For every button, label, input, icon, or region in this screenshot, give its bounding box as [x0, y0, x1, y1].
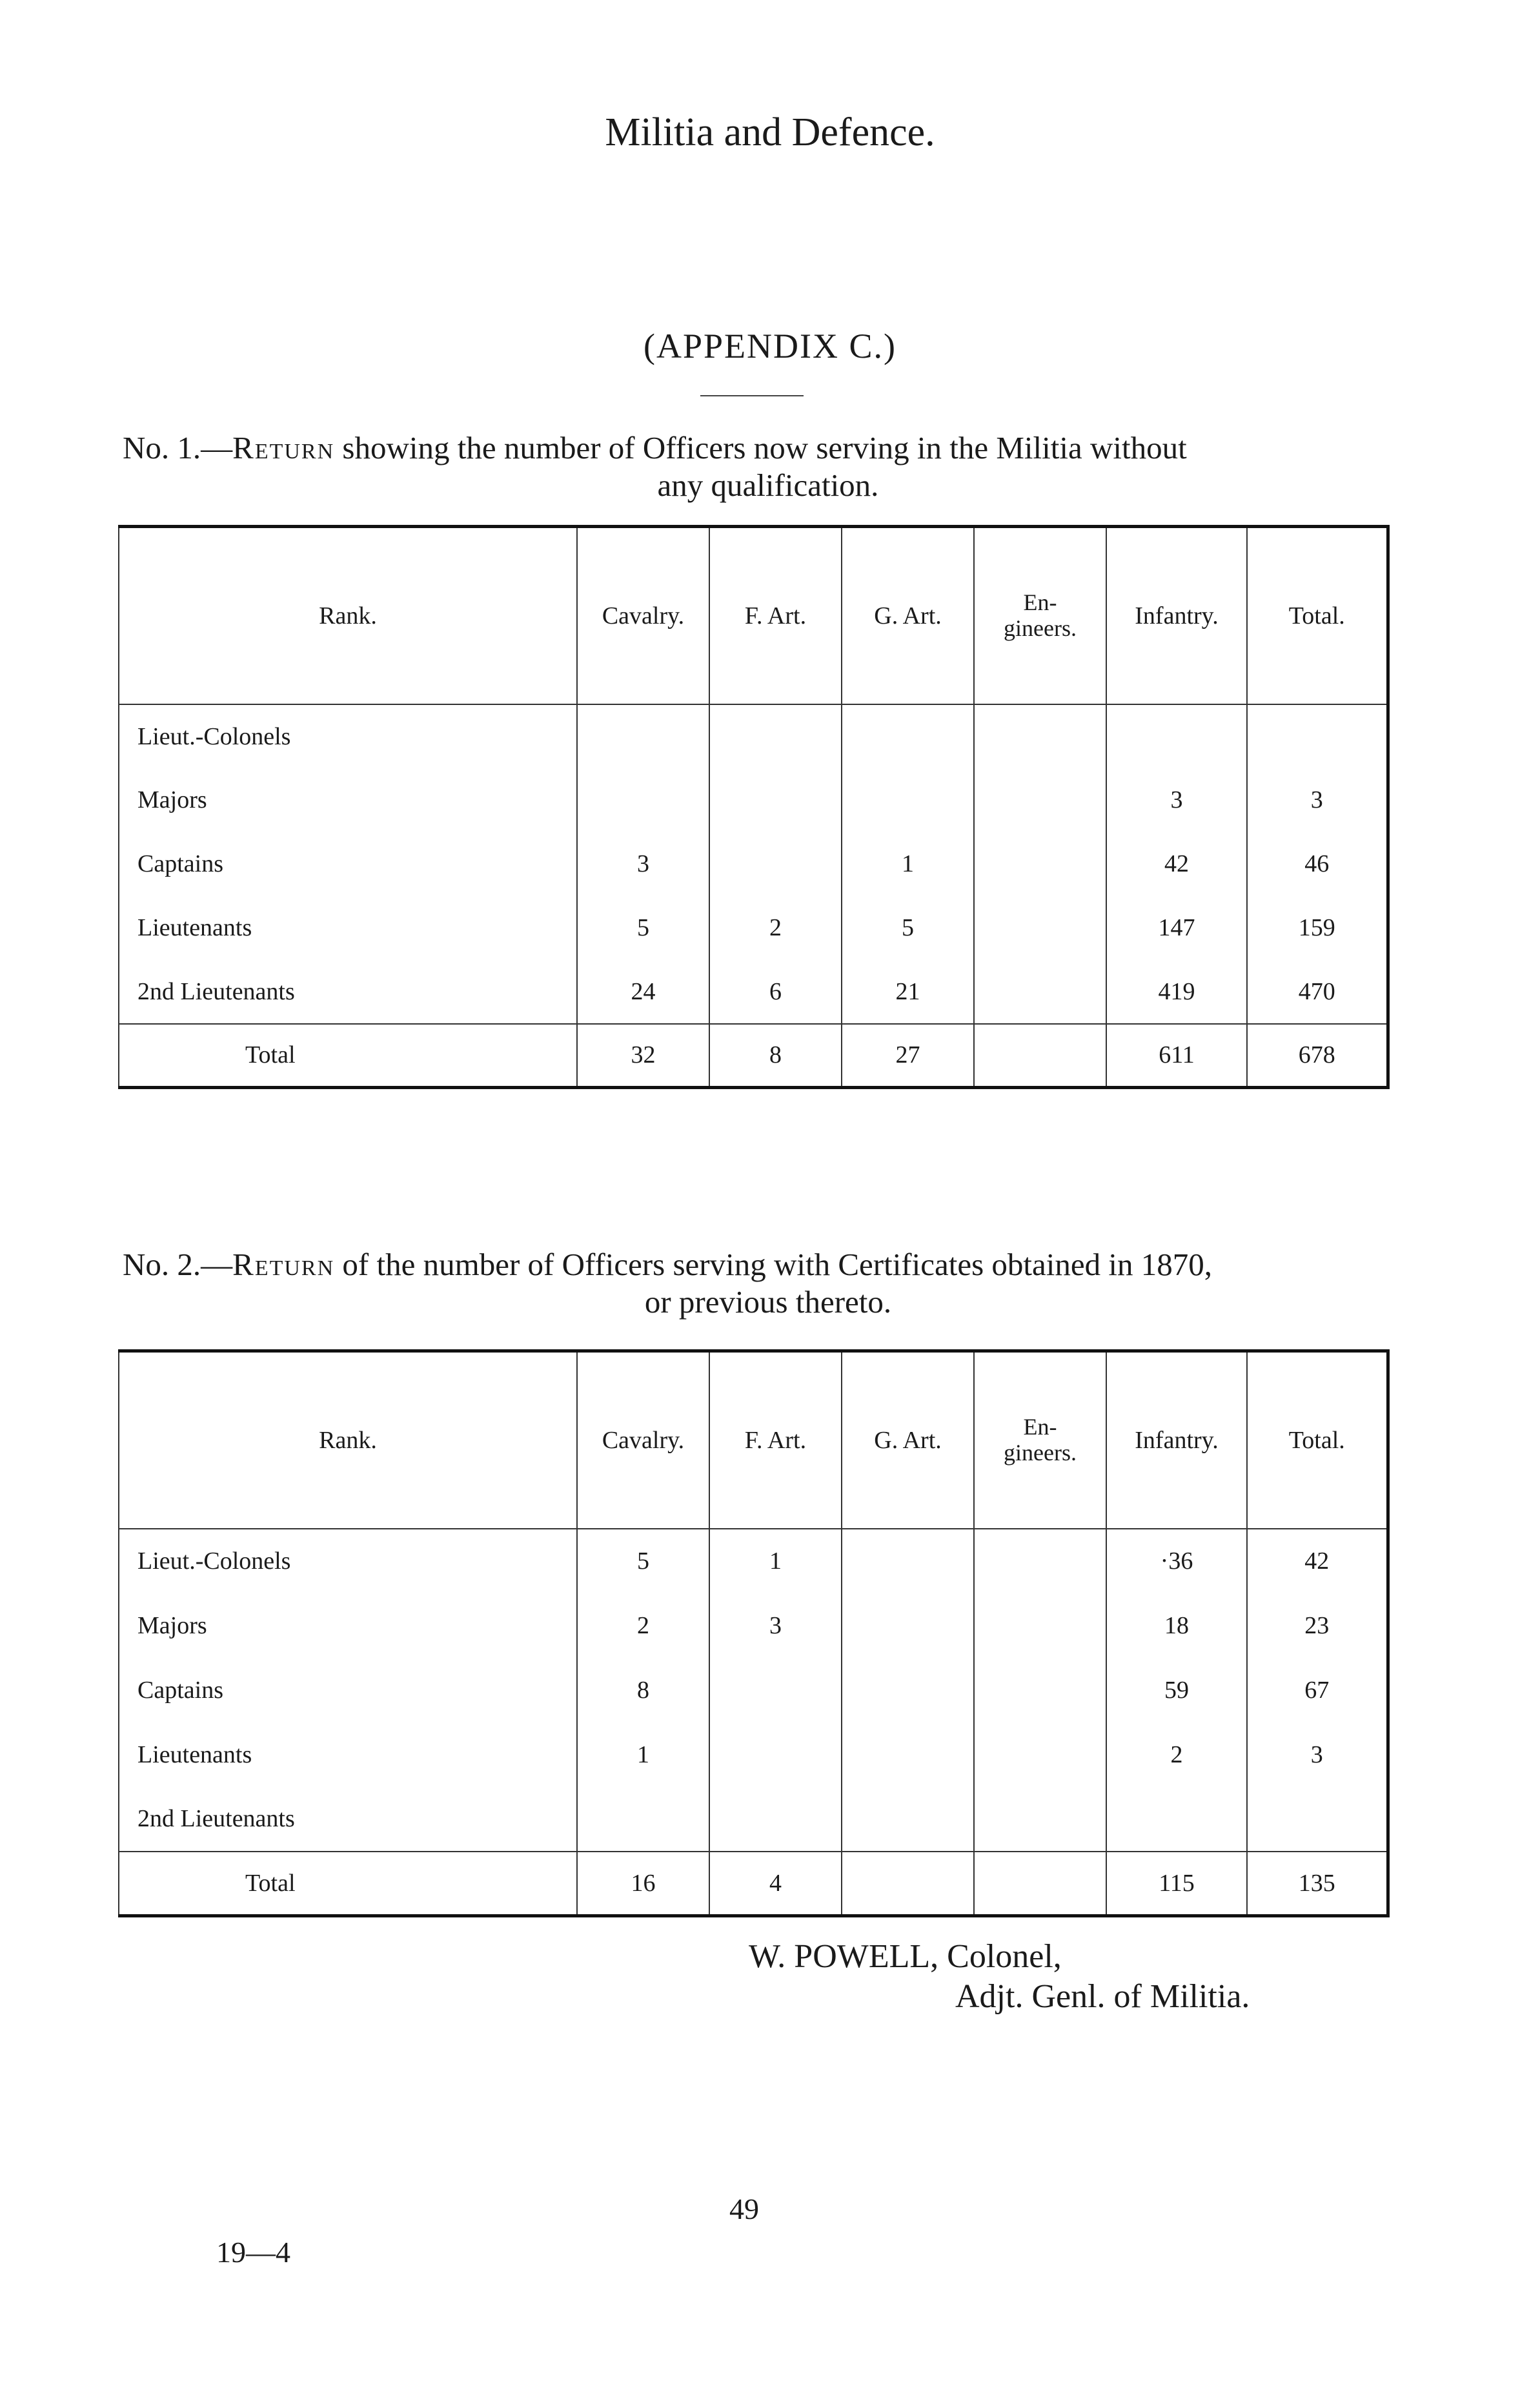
- table-row: [119, 768, 1388, 832]
- cavalry-cell: 16: [577, 1852, 709, 1916]
- engineers-cell: [974, 1024, 1106, 1088]
- rank-cell: Total: [119, 1024, 577, 1088]
- engineers-cell: [974, 768, 1106, 832]
- cavalry-cell: 5: [577, 896, 709, 960]
- rank-cell: Lieutenants: [119, 1722, 577, 1787]
- col-header-f-art: F. Art.: [709, 527, 842, 704]
- col-header-infantry: Infantry.: [1106, 1351, 1247, 1529]
- g-art-cell: [842, 1593, 974, 1658]
- rank-cell: 2nd Lieutenants: [119, 1787, 577, 1852]
- signature-name: W. POWELL, Colonel,: [749, 1938, 1062, 1975]
- f-art-cell: 8: [709, 1024, 842, 1088]
- engineers-cell: [974, 896, 1106, 960]
- appendix-title: (APPENDIX C.): [643, 327, 897, 365]
- return-1-title-line2: any qualification.: [657, 467, 879, 503]
- rank-cell: Captains: [119, 1658, 577, 1722]
- table-row: [119, 704, 1388, 768]
- rank-cell: Total: [119, 1852, 577, 1916]
- g-art-cell: [842, 1852, 974, 1916]
- return-1-title: [123, 429, 1413, 504]
- col-header-g-art: G. Art.: [842, 1351, 974, 1529]
- total-cell: 67: [1304, 1676, 1330, 1704]
- cavalry-cell: 3: [577, 832, 709, 896]
- cavalry-cell: [577, 704, 709, 768]
- f-art-cell: [709, 704, 842, 768]
- total-cell: 3: [1310, 1741, 1323, 1768]
- total-cell: 135: [1247, 1852, 1388, 1916]
- total-cell: 470: [1298, 977, 1335, 1005]
- total-cell: 46: [1304, 850, 1330, 877]
- cavalry-cell: 5: [577, 1529, 709, 1593]
- g-art-cell: [842, 1529, 974, 1593]
- table-row: [119, 1722, 1388, 1787]
- cavalry-cell: [577, 1787, 709, 1852]
- cavalry-cell: 2: [577, 1593, 709, 1658]
- rank-cell: Lieut.-Colonels: [119, 704, 577, 768]
- infantry-cell: 59: [1106, 1658, 1247, 1722]
- infantry-cell: 147: [1106, 896, 1247, 960]
- cavalry-cell: [577, 768, 709, 832]
- divider-rule: [700, 395, 804, 396]
- col-header-engineers: En- gineers.: [974, 1351, 1106, 1529]
- infantry-cell: [1106, 1787, 1247, 1852]
- infantry-cell: [1106, 704, 1247, 768]
- g-art-cell: [842, 768, 974, 832]
- g-art-cell: 21: [842, 960, 974, 1024]
- g-art-cell: [842, 1722, 974, 1787]
- table-row: [119, 1529, 1388, 1593]
- return-2-table: [118, 1349, 1390, 1917]
- total-cell: 678: [1247, 1024, 1388, 1088]
- g-art-cell: [842, 704, 974, 768]
- f-art-cell: 2: [709, 896, 842, 960]
- f-art-cell: [709, 1658, 842, 1722]
- signature-mark: 19—4: [216, 2236, 290, 2269]
- table-row: [119, 1787, 1388, 1852]
- col-header-engineers: En- gineers.: [974, 527, 1106, 704]
- return-2-title-line1: No. 2.—Return of the number of Officers serving with Certificates obtained in 1870,: [123, 1247, 1213, 1282]
- col-header-infantry: Infantry.: [1106, 527, 1247, 704]
- table-total-row: [119, 1024, 1388, 1088]
- engineers-cell: [974, 1529, 1106, 1593]
- engineers-cell: [974, 704, 1106, 768]
- f-art-cell: 4: [709, 1852, 842, 1916]
- page-number: 49: [729, 2192, 759, 2225]
- infantry-cell: 3: [1106, 768, 1247, 832]
- infantry-cell: 42: [1106, 832, 1247, 896]
- f-art-cell: [709, 832, 842, 896]
- total-cell: 3: [1310, 786, 1323, 813]
- return-2-title: [123, 1246, 1413, 1321]
- rank-cell: Lieut.-Colonels: [119, 1529, 577, 1593]
- rank-cell: Lieutenants: [119, 896, 577, 960]
- f-art-cell: 6: [709, 960, 842, 1024]
- cavalry-cell: 8: [577, 1658, 709, 1722]
- g-art-cell: 1: [842, 832, 974, 896]
- engineers-cell: [974, 960, 1106, 1024]
- table-row: [119, 832, 1388, 896]
- f-art-cell: [709, 1787, 842, 1852]
- table-header-row: [119, 1351, 1388, 1529]
- table-header-row: [119, 527, 1388, 704]
- col-header-total: Total.: [1247, 1351, 1388, 1529]
- engineers-cell: [974, 1593, 1106, 1658]
- infantry-cell: 419: [1106, 960, 1247, 1024]
- engineers-cell: [974, 1722, 1106, 1787]
- g-art-cell: 27: [842, 1024, 974, 1088]
- col-header-total: Total.: [1247, 527, 1388, 704]
- engineers-cell: [974, 832, 1106, 896]
- col-header-cavalry: Cavalry.: [577, 1351, 709, 1529]
- f-art-cell: [709, 768, 842, 832]
- rank-cell: Majors: [119, 768, 577, 832]
- table-total-row: [119, 1852, 1388, 1916]
- infantry-cell: 18: [1106, 1593, 1247, 1658]
- rank-cell: Captains: [119, 832, 577, 896]
- g-art-cell: [842, 1787, 974, 1852]
- rank-cell: Majors: [119, 1593, 577, 1658]
- return-1-table: [118, 525, 1390, 1089]
- infantry-cell: 2: [1106, 1722, 1247, 1787]
- page-header: Militia and Defence.: [605, 110, 935, 154]
- col-header-cavalry: Cavalry.: [577, 527, 709, 704]
- col-header-f-art: F. Art.: [709, 1351, 842, 1529]
- rank-cell: 2nd Lieutenants: [119, 960, 577, 1024]
- g-art-cell: [842, 1658, 974, 1722]
- infantry-cell: 611: [1106, 1024, 1247, 1088]
- total-cell: [1247, 1787, 1388, 1852]
- engineers-cell: [974, 1852, 1106, 1916]
- cavalry-cell: 24: [577, 960, 709, 1024]
- infantry-cell: ·36: [1106, 1529, 1247, 1593]
- table-row: [119, 1593, 1388, 1658]
- total-cell: 159: [1298, 914, 1335, 941]
- table-row: [119, 896, 1388, 960]
- engineers-cell: [974, 1658, 1106, 1722]
- table-row: [119, 960, 1388, 1024]
- f-art-cell: [709, 1722, 842, 1787]
- return-1-title-line1: No. 1.—Return showing the number of Officers now serving in the Militia without: [123, 430, 1187, 465]
- total-cell: 23: [1304, 1611, 1330, 1639]
- f-art-cell: 3: [709, 1593, 842, 1658]
- col-header-g-art: G. Art.: [842, 527, 974, 704]
- f-art-cell: 1: [709, 1529, 842, 1593]
- cavalry-cell: 1: [577, 1722, 709, 1787]
- col-header-rank: Rank.: [119, 527, 577, 704]
- infantry-cell: 115: [1106, 1852, 1247, 1916]
- cavalry-cell: 32: [577, 1024, 709, 1088]
- col-header-rank: Rank.: [119, 1351, 577, 1529]
- g-art-cell: 5: [842, 896, 974, 960]
- total-cell: [1247, 704, 1388, 768]
- return-2-title-line2: or previous thereto.: [644, 1284, 892, 1320]
- signature-title: Adjt. Genl. of Militia.: [955, 1978, 1250, 2015]
- table-row: [119, 1658, 1388, 1722]
- total-cell: 42: [1304, 1547, 1330, 1575]
- engineers-cell: [974, 1787, 1106, 1852]
